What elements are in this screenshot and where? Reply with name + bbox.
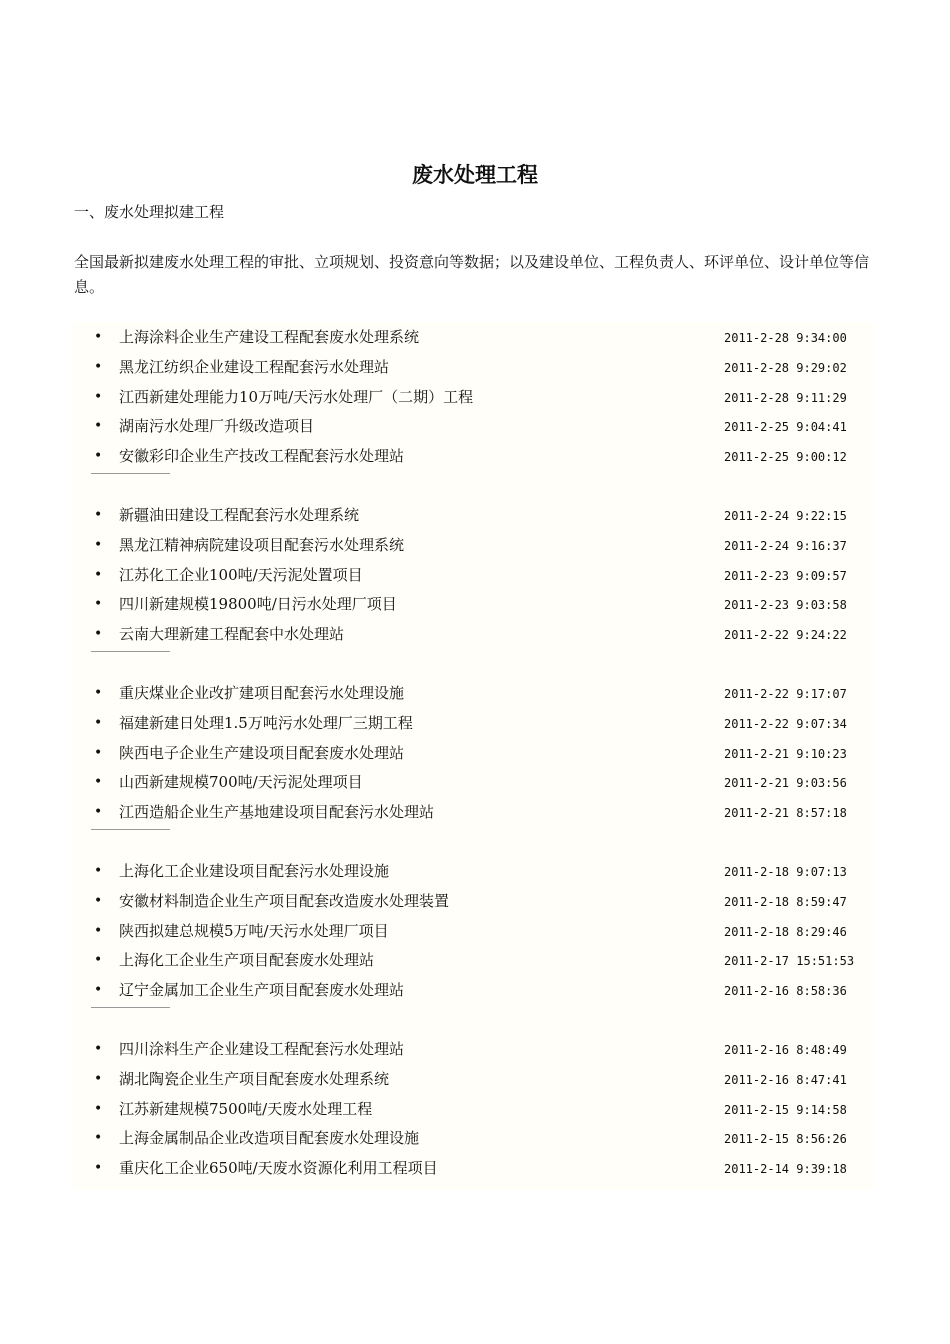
list-item[interactable] [72, 560, 874, 590]
bullet-icon: • [94, 684, 103, 701]
bullet-icon: • [94, 892, 103, 909]
list-item[interactable] [72, 382, 874, 412]
list-item[interactable] [72, 916, 874, 946]
item-title-link[interactable]: 江苏化工企业100吨/天污泥处置项目 [119, 565, 363, 584]
item-title-link[interactable]: 安徽材料制造企业生产项目配套改造废水处理装置 [119, 891, 450, 910]
item-date: 2011-2-18 8:59:47 [724, 894, 847, 909]
item-title-link[interactable]: 重庆化工企业650吨/天废水资源化利用工程项目 [119, 1159, 438, 1178]
item-date: 2011-2-21 9:03:56 [724, 776, 847, 791]
item-title-link[interactable]: 江西造船企业生产基地建设项目配套污水处理站 [119, 803, 435, 822]
list-item[interactable] [72, 441, 874, 471]
list-item[interactable] [72, 1153, 874, 1183]
item-date: 2011-2-23 9:09:57 [724, 568, 847, 583]
list-item[interactable] [72, 1094, 874, 1124]
list-item[interactable] [72, 886, 874, 916]
document-title: 废水处理工程 [412, 163, 538, 187]
list-item[interactable] [72, 797, 874, 827]
bullet-icon: • [94, 744, 103, 761]
bullet-icon: • [94, 1070, 103, 1087]
item-date: 2011-2-22 9:24:22 [724, 628, 847, 643]
item-date: 2011-2-14 9:39:18 [724, 1162, 847, 1177]
bullet-icon: • [94, 566, 103, 583]
item-title-link[interactable]: 福建新建日处理1.5万吨污水处理厂三期工程 [119, 713, 413, 732]
bullet-icon: • [94, 388, 103, 405]
item-title-link[interactable]: 黑龙江精神病院建设项目配套污水处理系统 [119, 535, 405, 554]
list-item[interactable] [72, 1123, 874, 1153]
item-date: 2011-2-15 9:14:58 [724, 1102, 847, 1117]
project-list [72, 322, 874, 1190]
item-title-link[interactable]: 陕西拟建总规模5万吨/天污水处理厂项目 [119, 921, 389, 940]
item-date: 2011-2-18 9:07:13 [724, 864, 847, 879]
item-title-link[interactable]: 山西新建规模700吨/天污泥处理项目 [119, 773, 363, 792]
item-date: 2011-2-25 9:00:12 [724, 450, 847, 465]
bullet-icon: • [94, 536, 103, 553]
list-group [72, 500, 874, 649]
item-title-link[interactable]: 四川涂料生产企业建设工程配套污水处理站 [119, 1039, 405, 1058]
bullet-icon: • [94, 862, 103, 879]
item-title-link[interactable]: 四川新建规模19800吨/日污水处理厂项目 [119, 595, 397, 614]
bullet-icon: • [94, 952, 103, 969]
item-title-link[interactable]: 新疆油田建设工程配套污水处理系统 [119, 505, 360, 524]
item-date: 2011-2-16 8:58:36 [724, 984, 847, 999]
bullet-icon: • [94, 1160, 103, 1177]
intro-paragraph: 全国最新拟建废水处理工程的审批、立项规划、投资意向等数据；以及建设单位、工程负责人、环评单位、设计单位等信息。 [74, 253, 870, 296]
item-title-link[interactable]: 陕西电子企业生产建设项目配套废水处理站 [119, 743, 405, 762]
bullet-icon: • [94, 596, 103, 613]
bullet-icon: • [94, 714, 103, 731]
item-title-link[interactable]: 湖南污水处理厂升级改造项目 [119, 417, 315, 436]
item-date: 2011-2-28 9:11:29 [724, 390, 847, 405]
list-group [72, 322, 874, 471]
list-item[interactable] [72, 1034, 874, 1064]
list-item[interactable] [72, 945, 874, 975]
item-date: 2011-2-28 9:34:00 [724, 331, 847, 345]
bullet-icon: • [94, 1100, 103, 1117]
group-divider [91, 1007, 170, 1008]
item-title-link[interactable]: 安徽彩印企业生产技改工程配套污水处理站 [119, 447, 405, 466]
item-date: 2011-2-23 9:03:58 [724, 598, 847, 613]
list-item[interactable] [72, 411, 874, 441]
item-date: 2011-2-21 9:10:23 [724, 746, 847, 761]
item-date: 2011-2-17 15:51:53 [724, 954, 855, 969]
bullet-icon: • [94, 418, 103, 435]
list-item[interactable] [72, 530, 874, 560]
list-item[interactable] [72, 856, 874, 886]
item-date: 2011-2-16 8:48:49 [724, 1042, 847, 1057]
list-item[interactable] [72, 500, 874, 530]
group-divider [91, 829, 170, 830]
bullet-icon: • [94, 448, 103, 465]
item-title-link[interactable]: 云南大理新建工程配套中水处理站 [119, 625, 345, 644]
bullet-icon: • [94, 506, 103, 523]
item-title-link[interactable]: 上海金属制品企业改造项目配套废水处理设施 [119, 1129, 420, 1148]
list-item[interactable] [72, 352, 874, 382]
list-item[interactable] [72, 767, 874, 797]
list-item[interactable] [72, 975, 874, 1005]
item-date: 2011-2-28 9:29:02 [724, 360, 847, 375]
item-date: 2011-2-21 8:57:18 [724, 806, 847, 821]
bullet-icon: • [94, 804, 103, 821]
item-date: 2011-2-24 9:16:37 [724, 538, 847, 553]
group-divider [91, 651, 170, 652]
item-title-link[interactable]: 江苏新建规模7500吨/天废水处理工程 [119, 1099, 373, 1118]
list-item[interactable] [72, 589, 874, 619]
item-date: 2011-2-18 8:29:46 [724, 924, 847, 939]
section-heading: 一、废水处理拟建工程 [74, 203, 225, 221]
item-date: 2011-2-25 9:04:41 [724, 420, 847, 435]
item-date: 2011-2-22 9:07:34 [724, 716, 847, 731]
group-divider [91, 473, 170, 474]
item-title-link[interactable]: 黑龙江纺织企业建设工程配套污水处理站 [119, 357, 390, 376]
item-date: 2011-2-24 9:22:15 [724, 508, 847, 523]
item-title-link[interactable]: 辽宁金属加工企业生产项目配套废水处理站 [119, 981, 405, 1000]
bullet-icon: • [94, 774, 103, 791]
list-item[interactable] [72, 678, 874, 708]
list-item[interactable] [72, 619, 874, 649]
bullet-icon: • [94, 329, 103, 345]
bullet-icon: • [94, 358, 103, 375]
item-date: 2011-2-22 9:17:07 [724, 686, 847, 701]
bullet-icon: • [94, 922, 103, 939]
list-item[interactable] [72, 1064, 874, 1094]
item-title-link[interactable]: 上海化工企业生产项目配套废水处理站 [119, 951, 375, 970]
bullet-icon: • [94, 626, 103, 643]
list-group [72, 856, 874, 1005]
item-title-link[interactable]: 上海化工企业建设项目配套污水处理设施 [119, 861, 390, 880]
list-item[interactable] [72, 738, 874, 768]
bullet-icon: • [94, 1130, 103, 1147]
list-item[interactable] [72, 708, 874, 738]
list-group [72, 1034, 874, 1183]
item-date: 2011-2-15 8:56:26 [724, 1132, 847, 1147]
bullet-icon: • [94, 1040, 103, 1057]
item-title-link[interactable]: 上海涂料企业生产建设工程配套废水处理系统 [119, 328, 420, 346]
item-date: 2011-2-16 8:47:41 [724, 1072, 847, 1087]
item-title-link[interactable]: 湖北陶瓷企业生产项目配套废水处理系统 [119, 1069, 390, 1088]
bullet-icon: • [94, 982, 103, 999]
item-title-link[interactable]: 重庆煤业企业改扩建项目配套污水处理设施 [119, 683, 405, 702]
list-group [72, 678, 874, 827]
list-item[interactable] [72, 322, 874, 352]
item-title-link[interactable]: 江西新建处理能力10万吨/天污水处理厂（二期）工程 [119, 387, 474, 406]
